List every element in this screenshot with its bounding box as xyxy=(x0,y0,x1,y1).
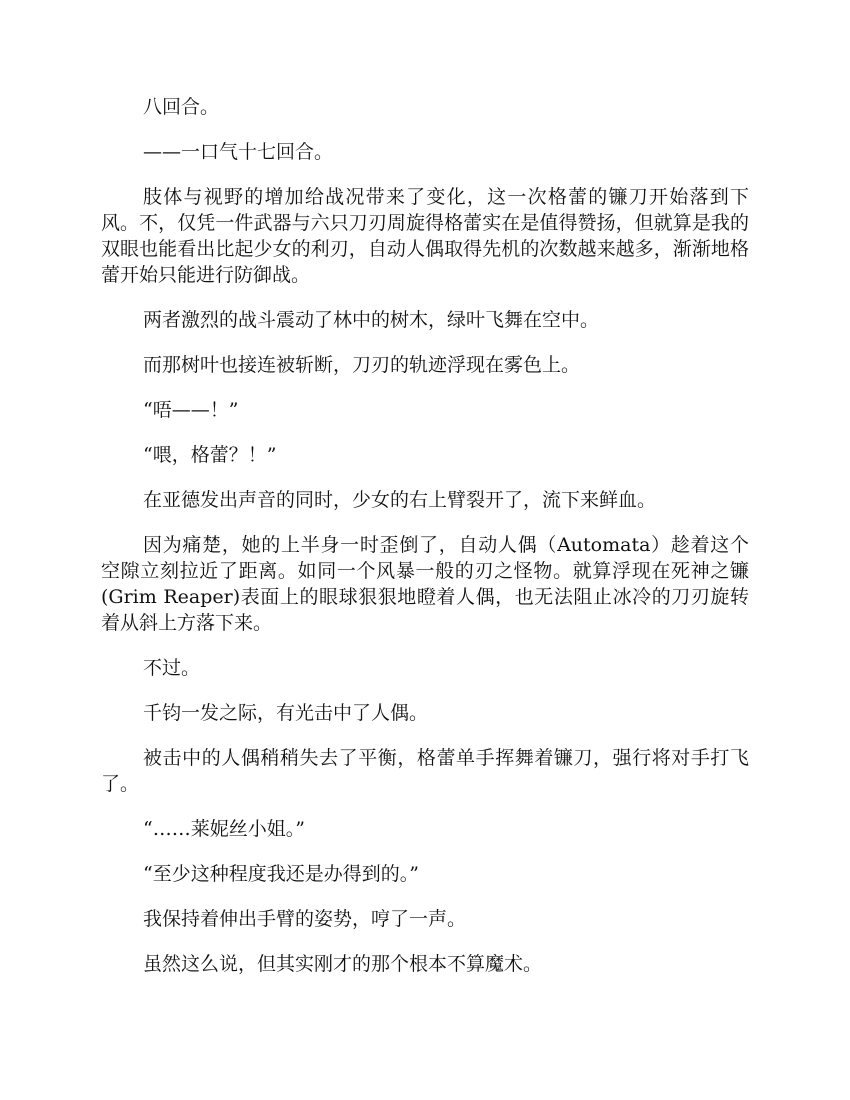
paragraph: 虽然这么说，但其实刚才的那个根本不算魔术。 xyxy=(143,953,543,975)
paragraph: 八回合。 xyxy=(143,96,220,118)
paragraph: 我保持着伸出手臂的姿势，哼了一声。 xyxy=(143,908,467,930)
document-body xyxy=(101,94,749,996)
paragraph: “……莱妮丝小姐。” xyxy=(143,818,305,840)
paragraph: ——一口气十七回合。 xyxy=(143,141,334,163)
paragraph: 千钧一发之际，有光击中了人偶。 xyxy=(143,702,429,724)
paragraph: 两者激烈的战斗震动了林中的树木，绿叶飞舞在空中。 xyxy=(143,309,600,331)
paragraph: “唔——！” xyxy=(143,399,239,421)
paragraph: 不过。 xyxy=(143,657,201,679)
paragraph: 在亚德发出声音的同时，少女的右上臂裂开了，流下来鲜血。 xyxy=(143,489,657,511)
paragraph: 肢体与视野的增加给战况带来了变化，这一次格蕾的镰刀开始落到下风。不，仅凭一件武器与六只刀刃周旋得格蕾实在是值得赞扬，但就算是我的双眼也能看出比起少女的利刃，自动人偶取得先机的次数越来越多，渐渐地格蕾开始只能进行防御战。 xyxy=(101,186,749,286)
paragraph: 被击中的人偶稍稍失去了平衡，格蕾单手挥舞着镰刀，强行将对手打飞了。 xyxy=(101,747,749,795)
paragraph: “至少这种程度我还是办得到的。” xyxy=(143,863,419,885)
paragraph: 而那树叶也接连被斩断，刀刃的轨迹浮现在雾色上。 xyxy=(143,354,581,376)
paragraph: “喂，格蕾？！” xyxy=(143,444,277,466)
paragraph: 因为痛楚，她的上半身一时歪倒了，自动人偶（Automata）趁着这个空隙立刻拉近了距离。如同一个风暴一般的刃之怪物。就算浮现在死神之镰(Grim Reaper)表面上的眼球狠狠地瞪着人偶，也无法阻止冰冷的刀刃旋转着从斜上方落下来。 xyxy=(101,534,749,634)
